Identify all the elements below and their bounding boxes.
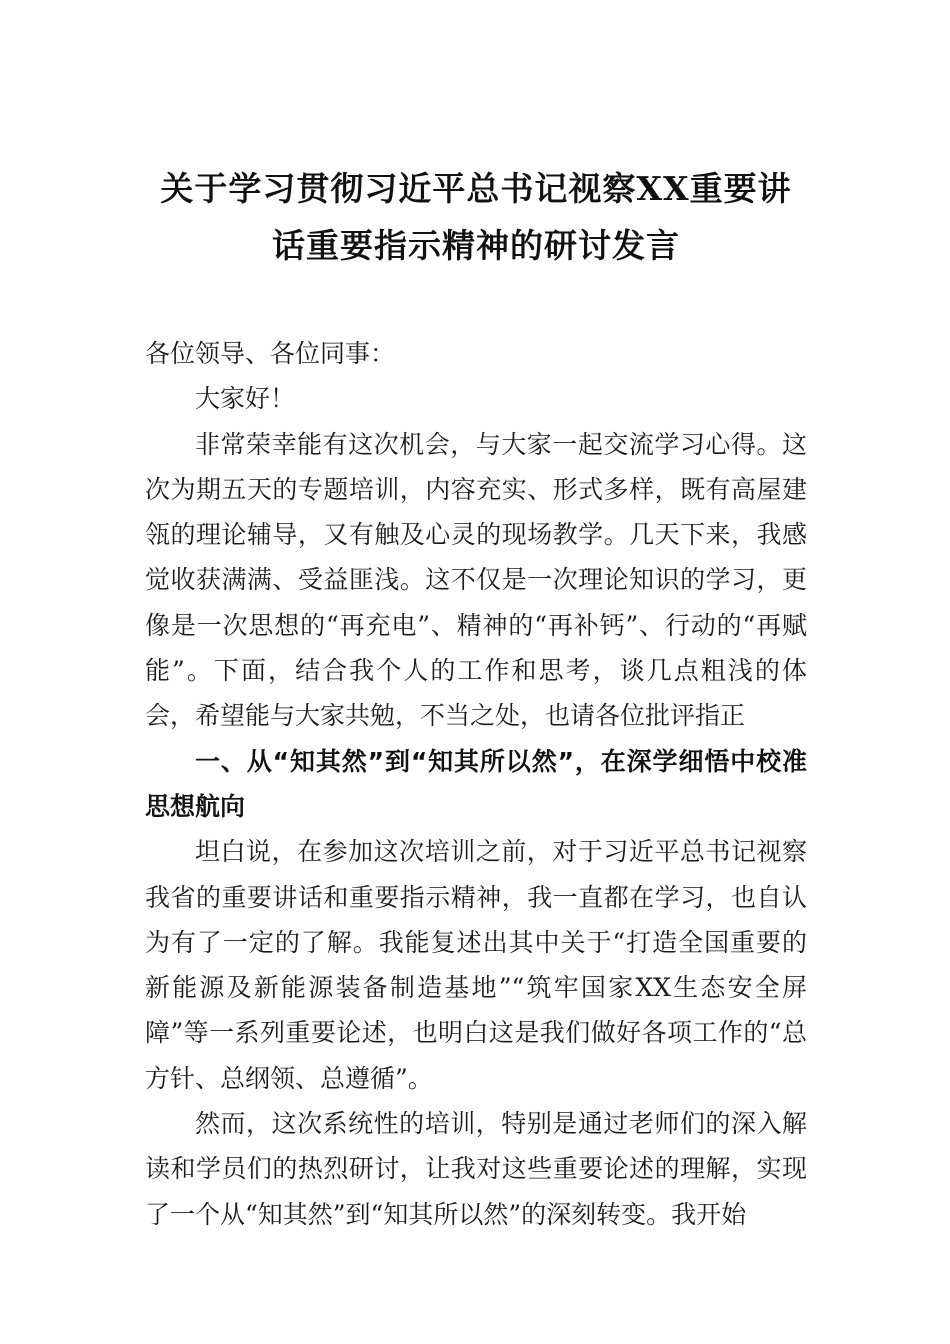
section-paragraph: 坦白说，在参加这次培训之前，对于习近平总书记视察我省的重要讲话和重要指示精神，我一直都在学习，也自认为有了一定的了解。我能复述出其中关于“打造全国重要的新能源及新能源装备制造基地”“筑牢国家XX生态安全屏障”等一系列重要论述，也明白这是我们做好各项工作的“总方针、总纲领、总遵循”。 [145,837,807,1093]
document-body [145,331,807,1237]
section-paragraph: 然而，这次系统性的培训，特别是通过老师们的深入解读和学员们的热烈研讨，让我对这些重要论述的理解，实现了一个从“知其然”到“知其所以然”的深刻转变。我开始 [145,1109,807,1229]
greeting: 大家好！ [195,384,296,414]
document-title: 关于学习贯彻习近平总书记视察XX重要讲话重要指示精神的研讨发言 [160,169,792,265]
salutation: 各位领导、各位同事： [145,339,396,368]
intro-paragraph: 非常荣幸能有这次机会，与大家一起交流学习心得。这次为期五天的专题培训，内容充实、形式多样，既有高屋建瓴的理论辅导，又有触及心灵的现场教学。几天下来，我感觉收获满满、受益匪浅。这不仅是一次理论知识的学习，更像是一次思想的“再充电”、精神的“再补钙”、行动的“再赋能”。下面，结合我个人的工作和思考，谈几点粗浅的体会，希望能与大家共勉，不当之处，也请各位批评指正 [145,429,807,731]
section-heading: 一、从“知其然”到“知其所以然”，在深学细悟中校准思想航向 [145,746,807,821]
